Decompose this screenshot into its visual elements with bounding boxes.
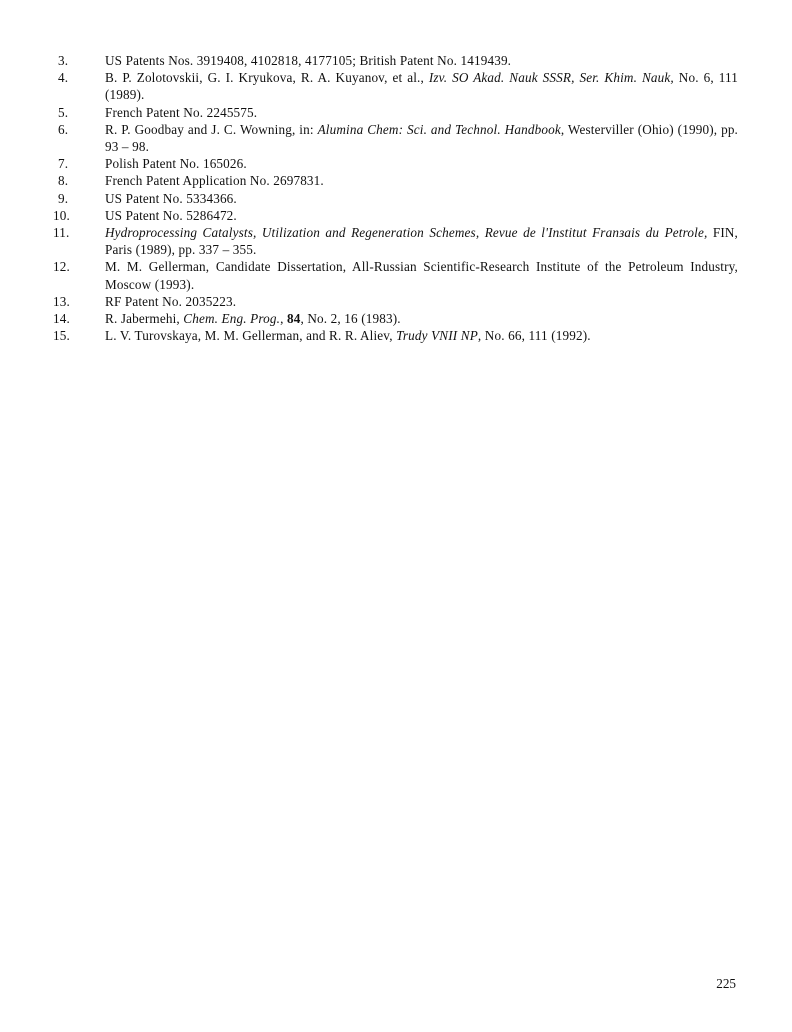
reference-number: 7. (58, 156, 69, 172)
reference-item (58, 121, 738, 155)
page-number: 225 (716, 976, 736, 991)
reference-segment: French Patent No. 2245575. (105, 104, 258, 120)
reference-number: 4. (58, 70, 69, 86)
reference-text (105, 52, 738, 69)
reference-segment: , No. 66, 111 (1992). (477, 328, 591, 344)
reference-number: 12. (53, 259, 70, 275)
reference-text (105, 258, 738, 292)
reference-text (105, 69, 738, 103)
reference-italic-segment: Izv. SO Akad. Nauk SSSR, Ser. Khim. Nauk, (428, 70, 674, 86)
reference-segment: FIN, Paris (1989), pp. 337 – 355. (105, 225, 738, 258)
reference-item (53, 224, 738, 258)
reference-text (105, 104, 738, 121)
reference-segment: RF Patent No. 2035223. (105, 293, 237, 309)
reference-item (58, 69, 738, 103)
reference-segment: No. 6, 111 (1989). (105, 70, 738, 103)
reference-number: 9. (58, 190, 69, 206)
reference-number: 13. (53, 293, 70, 309)
reference-number: 3. (58, 53, 69, 68)
reference-number: 10. (53, 207, 70, 223)
reference-segment: R. Jabermehi, (105, 311, 184, 327)
reference-list (53, 52, 739, 344)
reference-italic-segment: Alumina Chem: Sci. and Technol. Handbook (317, 121, 561, 137)
reference-segment: Polish Patent No. 165026. (105, 156, 247, 172)
reference-number: 14. (53, 311, 70, 327)
reference-italic-segment: Chem. Eng. Prog. (183, 311, 281, 327)
reference-item (58, 155, 738, 172)
reference-number: 8. (58, 173, 69, 189)
reference-item (58, 52, 738, 69)
reference-italic-segment: Trudy VNII NP (396, 328, 478, 344)
reference-segment: R. P. Goodbay and J. C. Wowning, in: (105, 121, 318, 137)
reference-text (105, 293, 738, 310)
reference-item (53, 258, 738, 292)
reference-bold-segment: 84 (286, 311, 301, 327)
reference-item (53, 293, 738, 310)
reference-item (53, 310, 738, 327)
reference-text (105, 327, 738, 344)
reference-text (105, 121, 738, 155)
reference-segment: US Patent No. 5334366. (105, 190, 237, 206)
reference-segment: M. M. Gellerman, Candidate Dissertation, All-Russian Scientific-Research Institute of the Petroleum Industry, Moscow (1993). (105, 259, 738, 292)
reference-segment: B. P. Zolotovskii, G. I. Kryukova, R. A. Kuyanov, et al., (105, 70, 429, 86)
reference-segment: US Patents Nos. 3919408, 4102818, 4177105; British Patent No. 1419439. (105, 53, 512, 68)
reference-number: 5. (58, 104, 69, 120)
reference-text (105, 172, 738, 189)
reference-text (105, 190, 738, 207)
reference-number: 15. (53, 328, 70, 344)
reference-item (53, 327, 738, 344)
reference-text (105, 155, 738, 172)
reference-segment: , Westerviller (Ohio) (1990), pp. 93 – 98. (105, 121, 739, 155)
reference-item (58, 190, 738, 207)
reference-item (53, 207, 738, 224)
reference-item (58, 172, 738, 189)
reference-number: 6. (58, 121, 69, 137)
reference-italic-segment: Hydroprocessing Catalysts, Utilization and Regeneration Schemes, Revue de l'Institut Franзais du Petrole, (105, 225, 708, 241)
reference-text (105, 310, 738, 327)
reference-segment: L. V. Turovskaya, M. M. Gellerman, and R. R. Aliev, (105, 328, 397, 344)
reference-segment: US Patent No. 5286472. (105, 207, 237, 223)
reference-segment: , (280, 311, 287, 327)
reference-number: 11. (53, 225, 70, 241)
reference-segment: French Patent Application No. 2697831. (105, 173, 324, 189)
reference-text (105, 224, 738, 258)
reference-item (58, 104, 738, 121)
reference-segment: , No. 2, 16 (1983). (300, 311, 401, 327)
reference-text (105, 207, 738, 224)
